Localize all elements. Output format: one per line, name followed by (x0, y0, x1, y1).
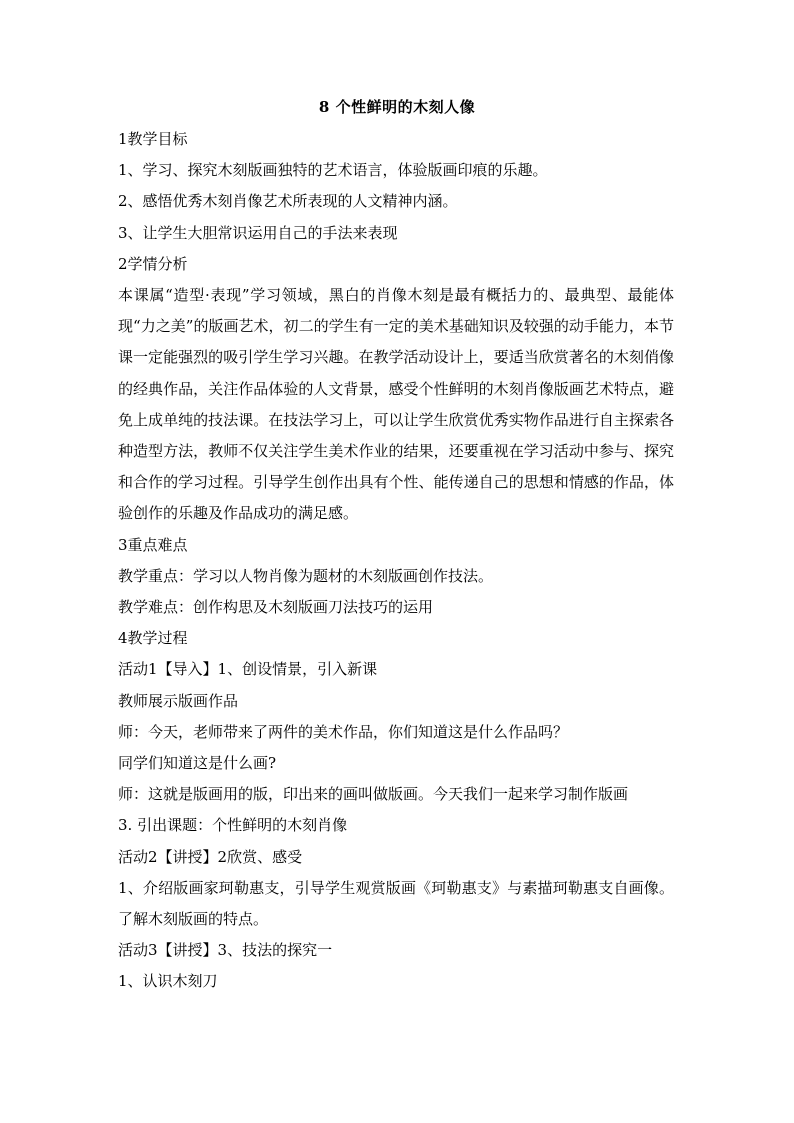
activity-3-line-1: 1、认识木刻刀 (118, 972, 218, 991)
activity-2-heading: 活动2【讲授】2欣赏、感受 (118, 847, 303, 866)
document-body (118, 124, 674, 998)
section-heading-process: 4教学过程 (118, 629, 188, 648)
activity-1-line-2: 师：今天，老师带来了两件的美术作品，你们知道这是什么作品吗？ (118, 722, 569, 741)
document-title: 8 个性鲜明的木刻人像 (318, 98, 476, 116)
section-heading-analysis: 2学情分析 (118, 254, 188, 273)
section-heading-key-points: 3重点难点 (118, 535, 188, 554)
objective-item-3: 3、让学生大胆常识运用自己的手法来表现 (118, 223, 398, 242)
activity-1-line-5: 3. 引出课题：个性鲜明的木刻肖像 (118, 816, 348, 835)
activity-1-line-4: 师：这就是版画用的版，印出来的画叫做版画。今天我们一起来学习制作版画 (118, 785, 629, 804)
activity-1-line-1: 教师展示版画作品 (118, 691, 239, 710)
activity-2-paragraph: 1、介绍版画家珂勒惠支，引导学生观赏版画《珂勒惠支》与素描珂勒惠支自画像。了解木刻版画的特点。 (118, 878, 674, 929)
key-point-focus: 教学重点：学习以人物肖像为题材的木刻版画创作技法。 (118, 566, 494, 585)
section-heading-objectives: 1教学目标 (118, 130, 188, 148)
activity-1-heading: 活动1【导入】1、创设情景，引入新课 (118, 660, 378, 679)
objective-item-1: 1、学习、探究木刻版画独特的艺术语言，体验版画印痕的乐趣。 (118, 161, 548, 180)
activity-1-line-3: 同学们知道这是什么画? (118, 754, 277, 773)
analysis-paragraph: 本课属“造型·表现”学习领域，黑白的肖像木刻是最有概括力的、最典型、最能体现“力之美”的版画艺术，初二的学生有一定的美术基础知识及较强的动手能力，本节课一定能强烈的吸引学生学习兴趣。在教学活动设计上，要适当欣赏著名的木刻俏像的经典作品，关注作品体验的人文背景，感受个性鲜明的木刻肖像版画艺术特点，避免上成单纯的技法课。在技法学习上，可以让学生欣赏优秀实物作品进行自主探索各种造型方法，教师不仅关注学生美术作业的结果，还要重视在学习活动中参与、探究和合作的学习过程。引导学生创作出具有个性、能传递自己的思想和情感的作品，体验创作的乐趣及作品成功的满足感。 (118, 286, 674, 523)
key-point-difficulty: 教学难点：创作构思及木刻版画刀法技巧的运用 (118, 598, 434, 617)
objective-item-2: 2、感悟优秀木刻肖像艺术所表现的人文精神内涵。 (118, 192, 458, 211)
activity-3-heading: 活动3【讲授】3、技法的探究一 (118, 941, 333, 960)
